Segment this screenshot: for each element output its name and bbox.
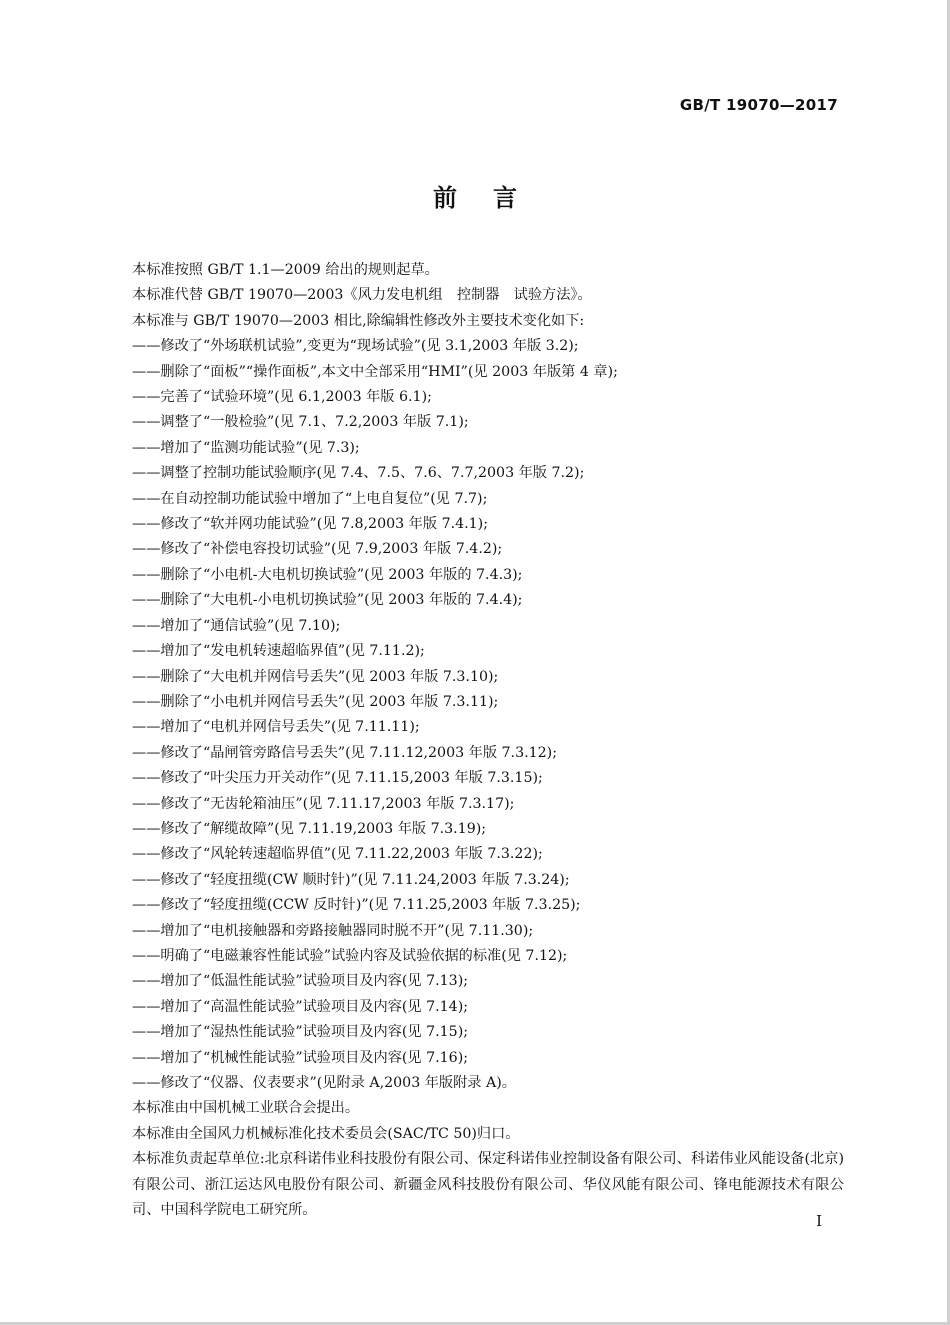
change-item: ——增加了“通信试验”(见 7.10); xyxy=(132,617,341,634)
change-item: ——修改了“风轮转速超临界值”(见 7.11.22,2003 年版 7.3.22); xyxy=(132,846,543,863)
change-item: ——增加了“高温性能试验”试验项目及内容(见 7.14); xyxy=(132,998,469,1015)
foreword-body xyxy=(132,258,844,1223)
paragraph-changes-intro: 本标准与 GB/T 19070—2003 相比,除编辑性修改外主要技术变化如下: xyxy=(132,312,585,329)
change-item: ——修改了“叶尖压力开关动作”(见 7.11.15,2003 年版 7.3.15); xyxy=(132,770,543,787)
change-item: ——在自动控制功能试验中增加了“上电自复位”(见 7.7); xyxy=(132,490,488,507)
change-item: ——增加了“电机接触器和旁路接触器同时脱不开”(见 7.11.30); xyxy=(132,922,534,939)
change-item: ——修改了“无齿轮箱油压”(见 7.11.17,2003 年版 7.3.17); xyxy=(132,795,515,812)
change-item: ——增加了“电机并网信号丢失”(见 7.11.11); xyxy=(132,719,420,736)
change-item: ——增加了“发电机转速超临界值”(见 7.11.2); xyxy=(132,643,425,660)
change-item: ——修改了“补偿电容投切试验”(见 7.9,2003 年版 7.4.2); xyxy=(132,541,503,558)
change-item: ——修改了“外场联机试验”,变更为“现场试验”(见 3.1,2003 年版 3.2); xyxy=(132,338,579,355)
change-item: ——明确了“电磁兼容性能试验”试验内容及试验依据的标准(见 7.12); xyxy=(132,947,568,964)
standard-code: GB/T 19070—2017 xyxy=(679,96,838,114)
change-item: ——增加了“湿热性能试验”试验项目及内容(见 7.15); xyxy=(132,1024,469,1041)
change-item: ——调整了“一般检验”(见 7.1、7.2,2003 年版 7.1); xyxy=(132,414,469,431)
page-number: I xyxy=(816,1212,822,1230)
page-title: 前言 xyxy=(433,184,553,212)
change-item: ——删除了“面板”“操作面板”,本文中全部采用“HMI”(见 2003 年版第 4 章); xyxy=(132,363,618,380)
change-item: ——删除了“大电机并网信号丢失”(见 2003 年版 7.3.10); xyxy=(132,668,499,685)
paragraph-proposer: 本标准由中国机械工业联合会提出。 xyxy=(132,1100,360,1117)
paragraph-drafting-rules: 本标准按照 GB/T 1.1—2009 给出的规则起草。 xyxy=(132,262,439,278)
change-item: ——增加了“机械性能试验”试验项目及内容(见 7.16); xyxy=(132,1049,469,1066)
change-item: ——增加了“监测功能试验”(见 7.3); xyxy=(132,439,360,456)
change-item: ——修改了“解缆故障”(见 7.11.19,2003 年版 7.3.19); xyxy=(132,820,487,837)
change-item: ——修改了“晶闸管旁路信号丢失”(见 7.11.12,2003 年版 7.3.12); xyxy=(132,744,557,761)
change-item: ——删除了“大电机-小电机切换试验”(见 2003 年版的 7.4.4); xyxy=(132,592,523,609)
change-item: ——修改了“仪器、仪表要求”(见附录 A,2003 年版附录 A)。 xyxy=(132,1075,516,1091)
change-item: ——删除了“小电机-大电机切换试验”(见 2003 年版的 7.4.3); xyxy=(132,566,523,583)
change-item: ——修改了“轻度扭缆(CCW 反时针)”(见 7.11.25,2003 年版 7.3.25); xyxy=(132,897,581,914)
change-item: ——修改了“轻度扭缆(CW 顺时针)”(见 7.11.24,2003 年版 7.3.24); xyxy=(132,871,570,888)
paragraph-replaces: 本标准代替 GB/T 19070—2003《风力发电机组 控制器 试验方法》。 xyxy=(132,287,592,304)
change-item: ——修改了“软并网功能试验”(见 7.8,2003 年版 7.4.1); xyxy=(132,516,488,533)
change-item: ——完善了“试验环境”(见 6.1,2003 年版 6.1); xyxy=(132,389,432,406)
change-item: ——调整了控制功能试验顺序(见 7.4、7.5、7.6、7.7,2003 年版 7.2); xyxy=(132,465,585,482)
paragraph-drafting-units: 本标准负责起草单位:北京科诺伟业科技股份有限公司、保定科诺伟业控制设备有限公司、科诺伟业风能设备(北京)有限公司、浙江运达风电股份有限公司、新疆金风科技股份有限公司、华仪风能有限公司、锋电能源技术有限公司、中国科学院电工研究所。 xyxy=(132,1151,844,1219)
change-item: ——增加了“低温性能试验”试验项目及内容(见 7.13); xyxy=(132,973,469,990)
paragraph-committee: 本标准由全国风力机械标准化技术委员会(SAC/TC 50)归口。 xyxy=(132,1125,520,1142)
change-item: ——删除了“小电机并网信号丢失”(见 2003 年版 7.3.11); xyxy=(132,693,499,710)
